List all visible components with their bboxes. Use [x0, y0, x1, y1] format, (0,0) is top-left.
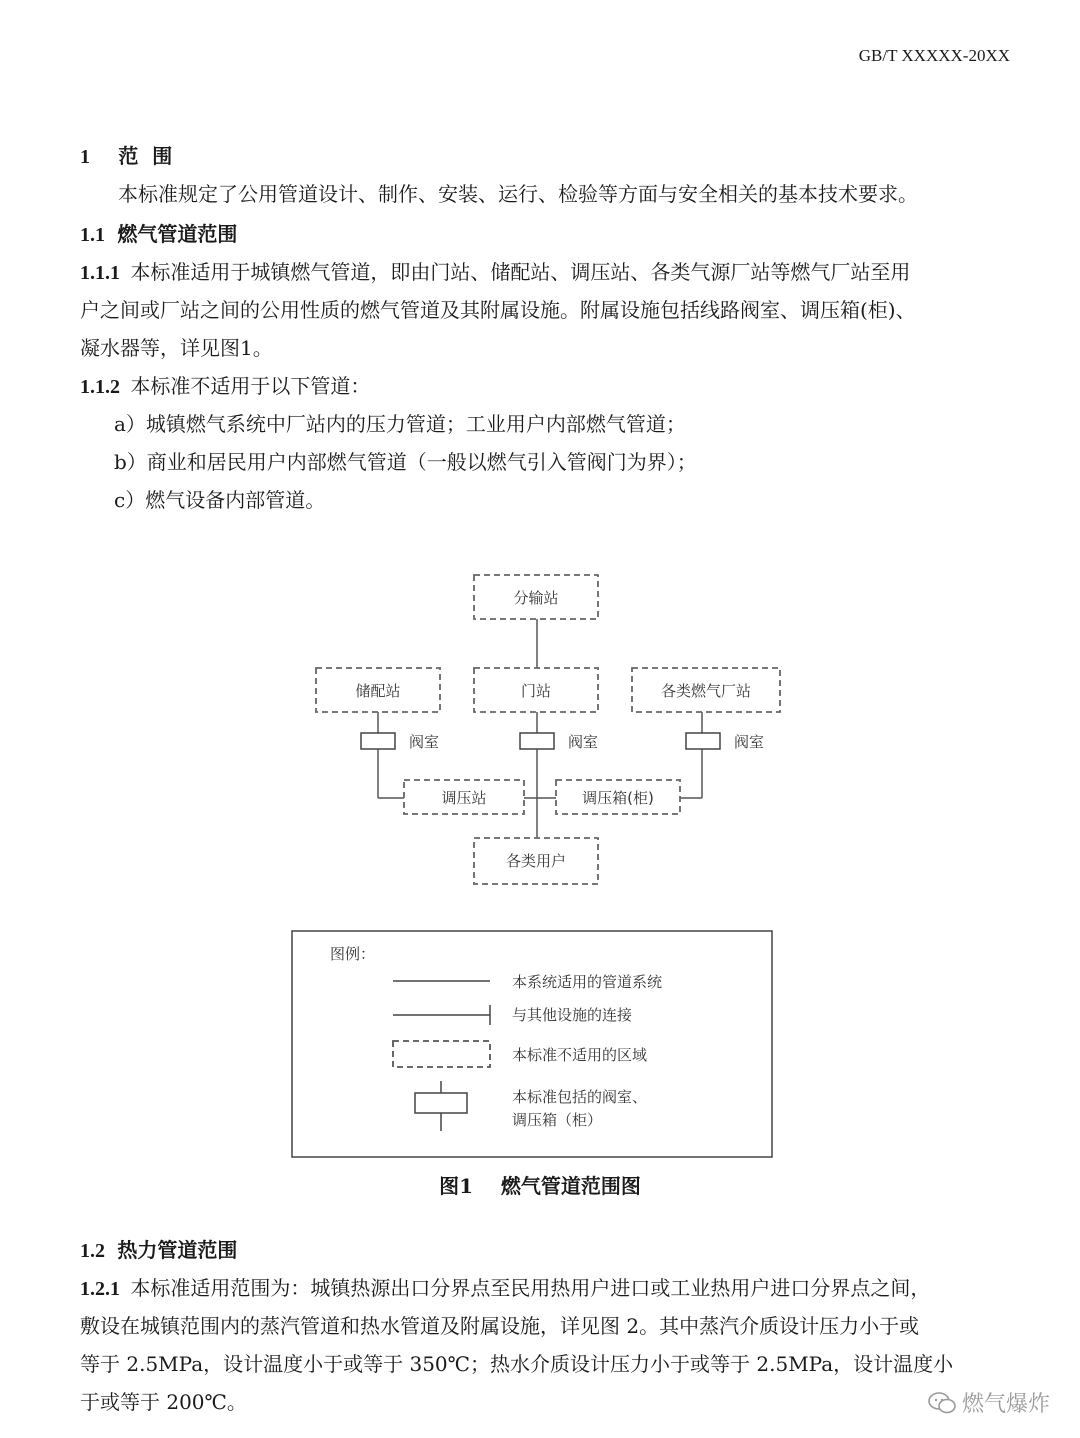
legend-title: 图例：: [330, 945, 376, 963]
legend-valve-symbol-box: [415, 1093, 467, 1113]
section-title: 燃气管道范围: [117, 222, 238, 246]
clause-number: 1.1.1: [80, 262, 120, 284]
label-valve-room-right: 阀室: [734, 733, 765, 751]
valve-room-marker-left: [361, 733, 395, 749]
clause-1-2-1-line2: 敷设在城镇范围内的蒸汽管道和热水管道及附属设施，详见图 2。其中蒸汽介质设计压力小于或: [80, 1314, 920, 1338]
dashed-boxes: [316, 575, 780, 884]
section-1-heading: [80, 138, 172, 175]
node-gate-station: 门站: [520, 682, 552, 700]
clause-1-1-1-line1: [80, 254, 910, 291]
clause-1-1-1-line3: 凝水器等，详见图1。: [80, 336, 273, 360]
valve-room-marker-right: [686, 733, 720, 749]
watermark-text: 燃气爆炸: [961, 1392, 1050, 1417]
node-storage-station: 储配站: [355, 682, 401, 700]
clause-1-1-2: [80, 368, 370, 405]
clause-text: 本标准适用于城镇燃气管道，即由门站、储配站、调压站、各类气源厂站等燃气厂站至用: [130, 260, 911, 284]
figure-caption: 图1 燃气管道范围图: [439, 1174, 641, 1198]
list-item-a: a）城镇燃气系统中厂站内的压力管道；工业用户内部燃气管道；: [114, 412, 686, 436]
legend-included-label-line2: 调压箱（柜）: [512, 1111, 603, 1129]
legend-dashed-box-label: 本标准不适用的区域: [512, 1046, 648, 1064]
clause-number: 1.1.2: [80, 376, 120, 398]
list-item-b: b）商业和居民用户内部燃气管道（一般以燃气引入管阀门为界）；: [114, 450, 697, 474]
node-regulator-box: 调压箱(柜): [582, 789, 654, 807]
legend-solid-line-label: 本系统适用的管道系统: [512, 973, 663, 991]
label-valve-room-left: 阀室: [409, 733, 440, 751]
node-users: 各类用户: [505, 852, 567, 870]
legend: [292, 931, 772, 1157]
document-code: GB/T XXXXX-20XX: [858, 46, 1010, 65]
section-title: 热力管道范围: [117, 1238, 238, 1262]
section-number: 1.1: [80, 224, 105, 246]
legend-included-label-line1: 本标准包括的阀室、: [512, 1088, 648, 1106]
section-number: 1: [80, 146, 90, 168]
clause-1-2-1-line1: [80, 1270, 930, 1307]
clause-text: 本标准适用范围为：城镇热源出口分界点至民用热用户进口或工业热用户进口分界点之间，: [130, 1276, 931, 1300]
clause-1-1-1-line2: 户之间或厂站之间的公用性质的燃气管道及其附属设施。附属设施包括线路阀室、调压箱(柜)、: [80, 298, 916, 322]
watermark: [928, 1387, 1050, 1418]
node-gas-plant: 各类燃气厂站: [660, 682, 752, 700]
section-1-1-heading: [80, 216, 237, 253]
gas-pipeline-scope-diagram: [0, 560, 1080, 1165]
label-valve-room-center: 阀室: [568, 733, 599, 751]
list-item-c: c）燃气设备内部管道。: [114, 488, 326, 512]
section-1-2-heading: [80, 1232, 237, 1269]
clause-text: 本标准不适用于以下管道：: [130, 374, 371, 398]
legend-dashed-box-symbol: [393, 1041, 490, 1067]
legend-connection-label: 与其他设施的连接: [512, 1006, 633, 1024]
clause-number: 1.2.1: [80, 1278, 120, 1300]
node-distribution-station: 分输站: [513, 589, 559, 607]
valve-room-marker-center: [520, 733, 554, 749]
section-title: 范 围: [118, 144, 173, 168]
clause-1-2-1-line4: 于或等于 200℃。: [80, 1390, 247, 1414]
clause-1-2-1-line3: 等于 2.5MPa，设计温度小于或等于 350℃；热水介质设计压力小于或等于 2.5MPa，设计温度小: [80, 1352, 954, 1376]
wechat-icon: [928, 1392, 956, 1414]
node-regulator-station: 调压站: [441, 789, 487, 807]
section-1-intro: 本标准规定了公用管道设计、制作、安装、运行、检验等方面与安全相关的基本技术要求。: [118, 182, 918, 206]
section-number: 1.2: [80, 1240, 105, 1262]
